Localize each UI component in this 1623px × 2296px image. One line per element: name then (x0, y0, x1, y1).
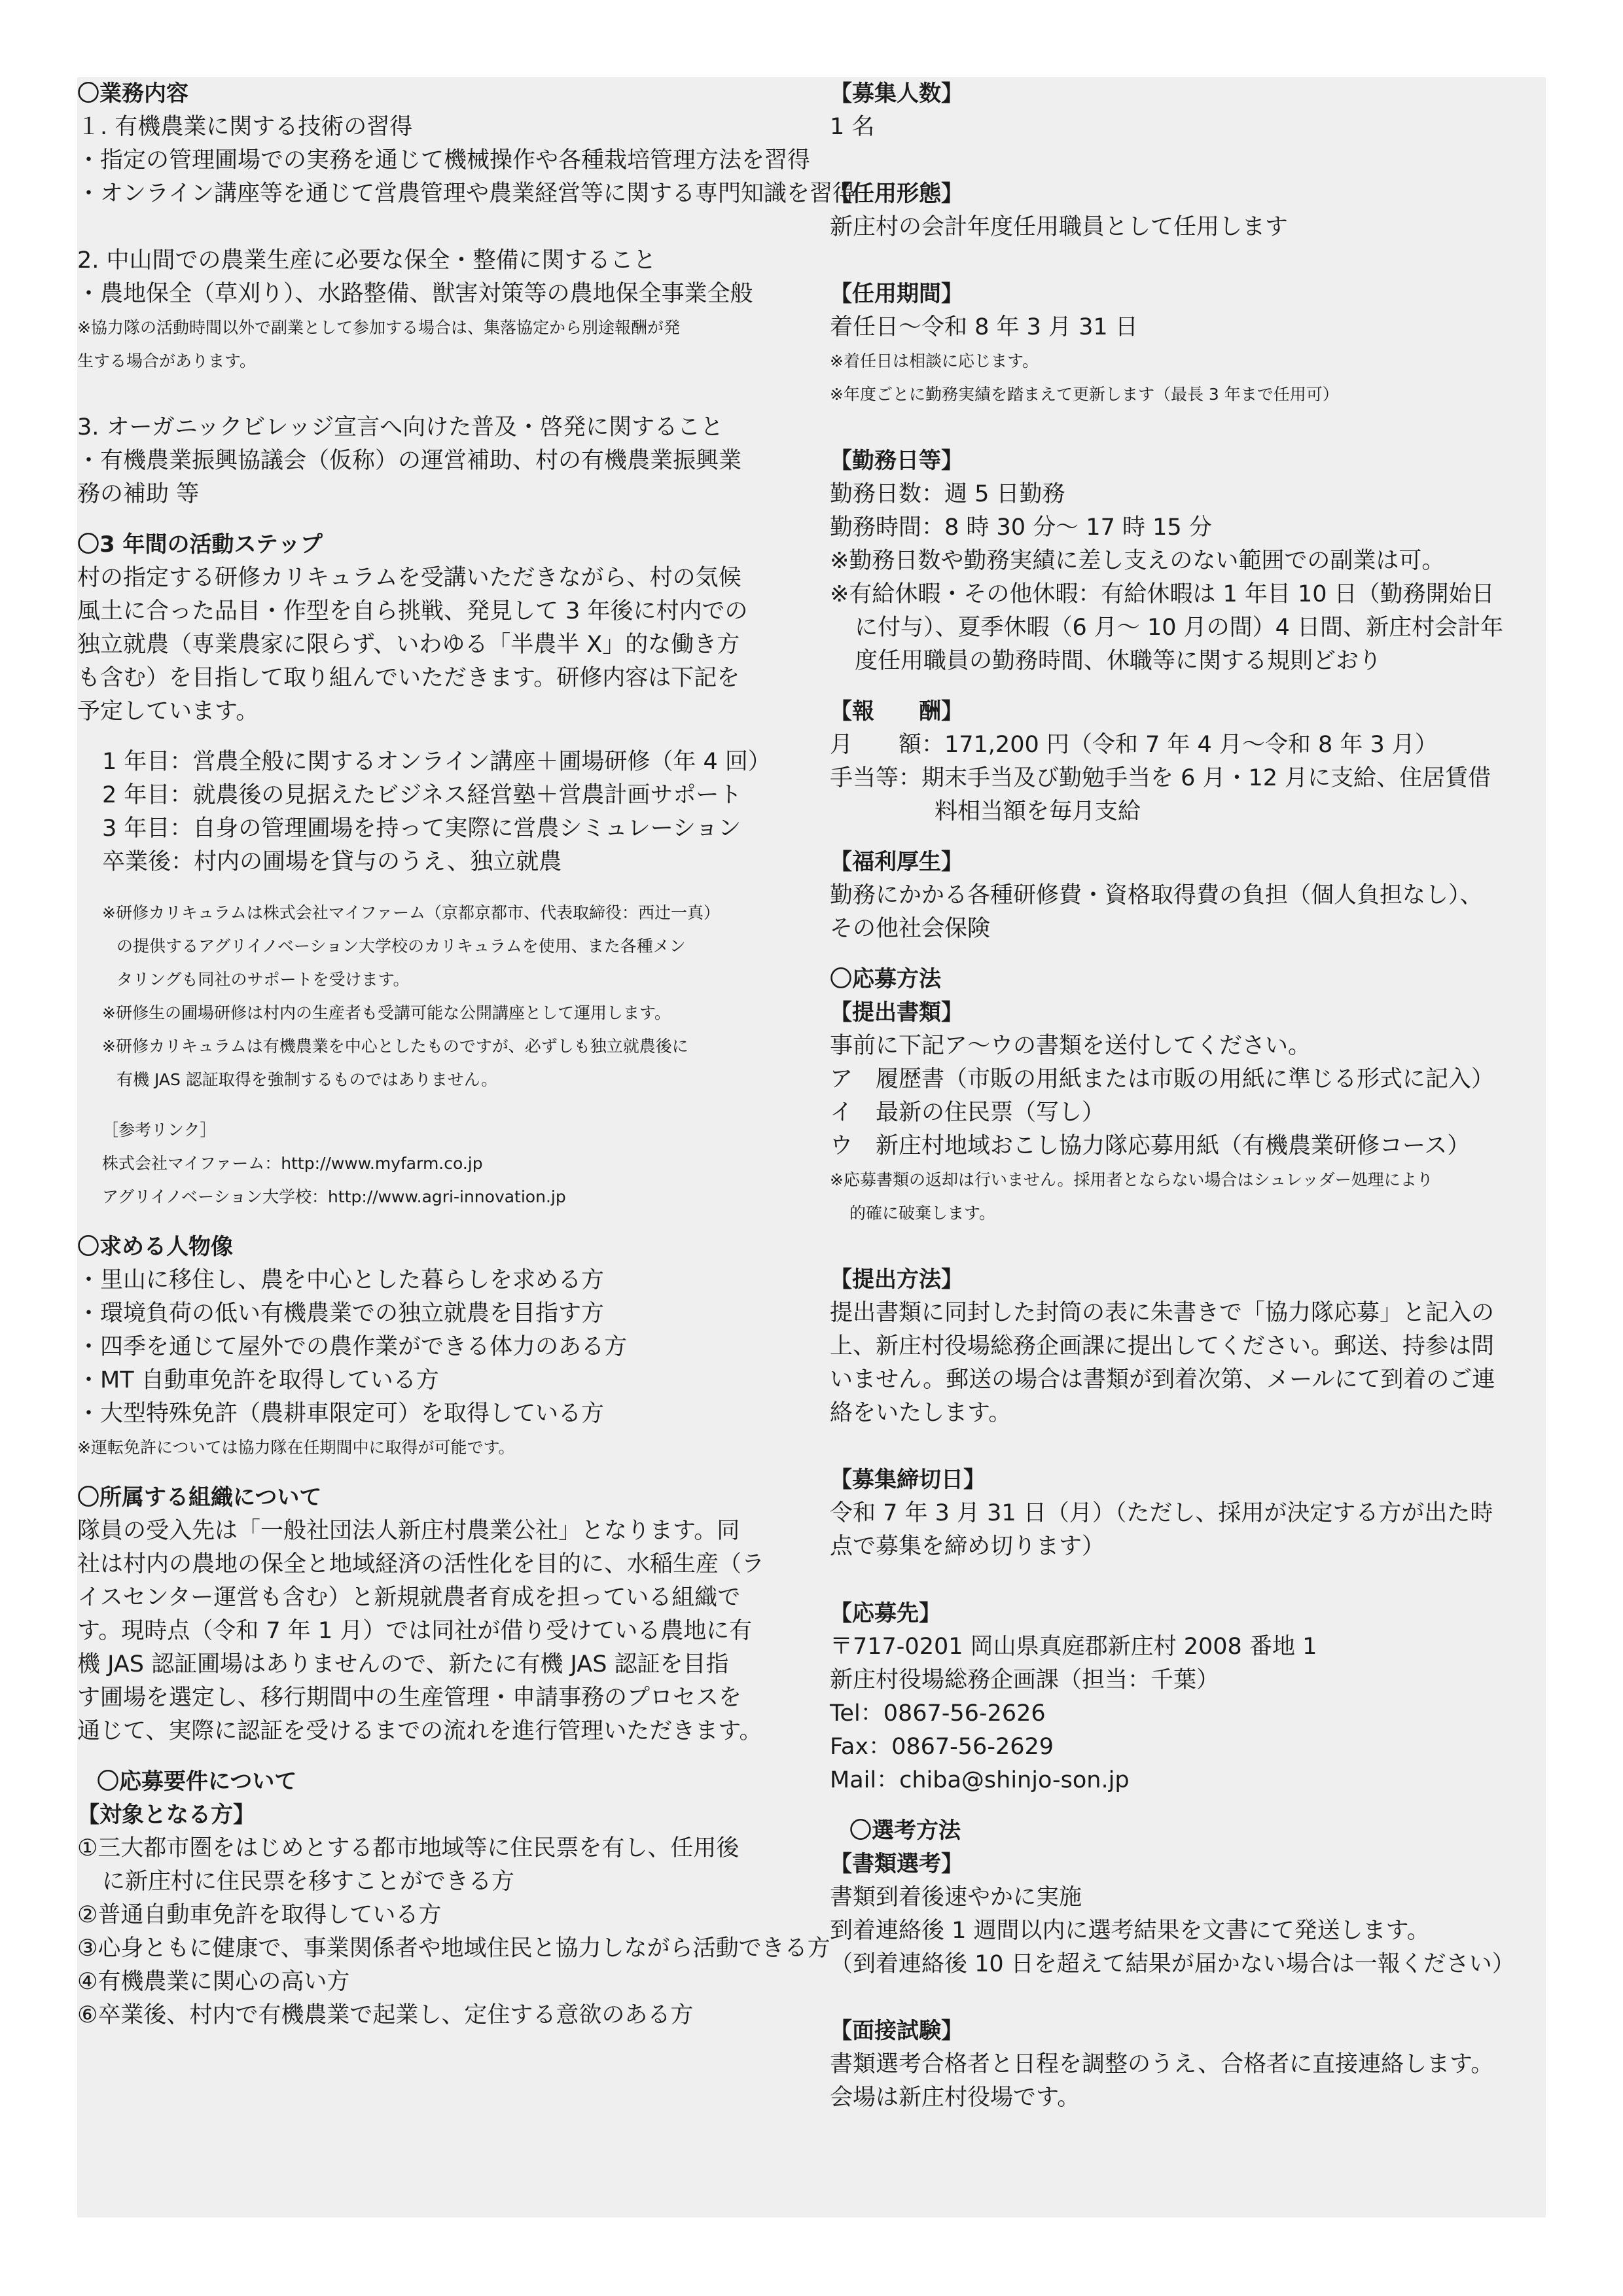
selection-heading: 〇選考方法 (849, 1818, 961, 1844)
doc-selection-heading: 【書類選考】 (830, 1851, 963, 1877)
requirements-heading: 〇応募要件について (97, 1768, 297, 1795)
org-body-line: 機 JAS 認証圃場はありませんので、新たに有機 JAS 認証を目指 (77, 1651, 729, 1677)
requirement-line: ②普通自動車免許を取得している方 (77, 1902, 442, 1928)
method-line: 提出書類に同封した封筒の表に朱書きで「協力隊応募」と記入の (830, 1300, 1495, 1326)
requirement-line: に新庄村に住民票を移すことができる方 (102, 1869, 515, 1895)
method-heading: 【提出方法】 (830, 1266, 963, 1293)
business-sub3-line: 務の補助 等 (77, 481, 200, 507)
interview-line: 書類選考合格者と日程を調整のうえ、合格者に直接連絡します。 (830, 2051, 1494, 2077)
persona-line: ・大型特殊免許（農耕車限定可）を取得している方 (77, 1401, 605, 1427)
business-line: ・オンライン講座等を通じて営農管理や農業経営等に関する専門知識を習得 (77, 181, 855, 207)
persona-note: ※運転免許については協力隊在任期間中に取得が可能です。 (77, 1438, 515, 1457)
term-heading: 【任用期間】 (830, 281, 963, 307)
steps-note: タリングも同社のサポートを受けます。 (116, 970, 410, 989)
persona-line: ・四季を通じて屋外での農作業ができる体力のある方 (77, 1334, 628, 1360)
method-line: 絡をいたします。 (830, 1400, 1012, 1426)
steps-note: の提供するアグリイノベーション大学校のカリキュラムを使用、また各種メン (116, 937, 686, 956)
document-sheet (77, 77, 1546, 2217)
business-line: １. 有機農業に関する技術の習得 (77, 114, 413, 140)
requirements-subheading: 【対象となる方】 (77, 1802, 255, 1828)
deadline-heading: 【募集締切日】 (830, 1467, 986, 1493)
steps-body-line: 予定しています。 (77, 698, 259, 725)
work-line: 度任用職員の勤務時間、休職等に関する規則どおり (855, 648, 1382, 674)
work-line: 勤務時間：8 時 30 分〜 17 時 15 分 (830, 514, 1212, 541)
myfarm-link[interactable]: 株式会社マイファーム：http://www.myfarm.co.jp (102, 1154, 483, 1173)
welfare-line: その他社会保険 (830, 916, 991, 942)
recruit-count-value: 1 名 (830, 114, 875, 140)
doc-selection-line: （到着連絡後 10 日を超えて結果が届かない場合は一報ください） (830, 1951, 1515, 1977)
method-line: いません。郵送の場合は書類が到着次第、メールにて到着のご連 (830, 1367, 1495, 1393)
interview-heading: 【面接試験】 (830, 2018, 963, 2044)
work-line: ※有給休暇・その他休暇：有給休暇は 1 年目 10 日（勤務開始日 (830, 581, 1495, 607)
requirement-line: ③心身ともに健康で、事業関係者や地域住民と協力しながら活動できる方 (77, 1935, 830, 1962)
welfare-line: 勤務にかかる各種研修費・資格取得費の負担（個人負担なし）、 (830, 882, 1483, 908)
reference-links-label: ［参考リンク］ (102, 1121, 217, 1139)
contact-mail[interactable]: Mail：chiba@shinjo-son.jp (830, 1767, 1130, 1793)
docs-note: ※応募書類の返却は行いません。採用者とならない場合はシュレッダー処理により (830, 1170, 1433, 1189)
steps-year-line: 1 年目：営農全般に関するオンライン講座＋圃場研修（年 4 回） (102, 749, 771, 775)
steps-year-line: 卒業後：村内の圃場を貸与のうえ、独立就農 (102, 849, 562, 875)
persona-line: ・里山に移住し、農を中心とした暮らしを求める方 (77, 1267, 605, 1293)
docs-note: 的確に破棄します。 (849, 1204, 996, 1223)
contact-tel[interactable]: Tel：0867-56-2626 (830, 1700, 1046, 1727)
work-line: ※勤務日数や勤務実績に差し支えのない範囲での副業は可。 (830, 548, 1445, 574)
steps-heading: 〇3 年間の活動ステップ (77, 531, 323, 558)
salary-line: 手当等：期末手当及び勤勉手当を 6 月・12 月に支給、住居賃借 (830, 765, 1491, 791)
work-line: 勤務日数：週 5 日勤務 (830, 481, 1065, 507)
apply-heading: 〇応募方法 (830, 966, 941, 992)
work-heading: 【勤務日等】 (830, 448, 963, 474)
doc-selection-line: 書類到着後速やかに実施 (830, 1884, 1082, 1910)
term-value: 着任日〜令和 8 年 3 月 31 日 (830, 314, 1138, 340)
contact-heading: 【応募先】 (830, 1600, 941, 1626)
steps-year-line: 3 年目：自身の管理圃場を持って実際に営農シミュレーション (102, 816, 741, 842)
org-body-line: す圃場を選定し、移行期間中の生産管理・申請事務のプロセスを (77, 1685, 742, 1711)
deadline-line: 点で募集を締め切ります） (830, 1534, 1105, 1560)
contact-fax: Fax：0867-56-2629 (830, 1734, 1054, 1760)
method-line: 上、新庄村役場総務企画課に提出してください。郵送、持参は問 (830, 1333, 1495, 1359)
docs-line: ウ 新庄村地域おこし協力隊応募用紙（有機農業研修コース） (830, 1133, 1471, 1159)
doc-selection-line: 到着連絡後 1 週間以内に選考結果を文書にて発送します。 (830, 1918, 1430, 1944)
org-body-line: 社は村内の農地の保全と地域経済の活性化を目的に、水稲生産（ラ (77, 1551, 765, 1577)
steps-note: ※研修カリキュラムは有機農業を中心としたものですが、必ずしも独立就農後に (102, 1037, 688, 1056)
org-body-line: 隊員の受入先は「一般社団法人新庄村農業公社」となります。同 (77, 1518, 740, 1544)
steps-body-line: も含む）を目指して取り組んでいただきます。研修内容は下記を (77, 665, 740, 691)
docs-line: イ 最新の住民票（写し） (830, 1100, 1105, 1126)
business-note: ※協力隊の活動時間以外で副業として参加する場合は、集落協定から別途報酬が発 (77, 318, 680, 337)
docs-line: 事前に下記ア〜ウの書類を送付してください。 (830, 1033, 1311, 1059)
docs-heading: 【提出書類】 (830, 999, 963, 1026)
business-sub2-line: ・農地保全（草刈り）、水路整備、獣害対策等の農地保全事業全般 (77, 281, 753, 307)
contact-office: 新庄村役場総務企画課（担当：千葉） (830, 1667, 1220, 1693)
contact-address: 〒717-0201 岡山県真庭郡新庄村 2008 番地 1 (830, 1634, 1317, 1660)
salary-heading: 【報 酬】 (830, 698, 963, 725)
welfare-heading: 【福利厚生】 (830, 849, 963, 875)
deadline-line: 令和 7 年 3 月 31 日（月）（ただし、採用が決定する方が出た時 (830, 1500, 1493, 1526)
salary-line: 月 額：171,200 円（令和 7 年 4 月〜令和 8 年 3 月） (830, 732, 1438, 758)
agri-innovation-link[interactable]: アグリイノベーション大学校：http://www.agri-innovation.jp (102, 1187, 566, 1206)
persona-line: ・MT 自動車免許を取得している方 (77, 1367, 439, 1393)
persona-line: ・環境負荷の低い有機農業での独立就農を目指す方 (77, 1300, 605, 1327)
org-body-line: す。現時点（令和 7 年 1 月）では同社が借り受けている農地に有 (77, 1618, 753, 1644)
org-body-line: イスセンター運営も含む）と新規就農者育成を担っている組織で (77, 1585, 741, 1611)
steps-note: 有機 JAS 認証取得を強制するものではありません。 (116, 1070, 498, 1089)
business-heading: 〇業務内容 (77, 81, 188, 107)
requirement-line: ④有機農業に関心の高い方 (77, 1969, 350, 1995)
right-column (830, 77, 1537, 2115)
business-sub3-line: ・有機農業振興協議会（仮称）の運営補助、村の有機農業振興業 (77, 448, 742, 474)
business-note: 生する場合があります。 (77, 351, 257, 370)
persona-heading: 〇求める人物像 (77, 1234, 233, 1260)
business-sub2-line: 2. 中山間での農業生産に必要な保全・整備に関すること (77, 247, 656, 274)
business-sub3-line: 3. オーガニックビレッジ宣言へ向けた普及・啓発に関すること (77, 414, 724, 440)
salary-line: 料相当額を毎月支給 (935, 798, 1141, 825)
employment-type-heading: 【任用形態】 (830, 181, 963, 207)
term-note: ※年度ごとに勤務実績を踏まえて更新します（最長 3 年まで任用可） (830, 385, 1339, 404)
requirement-line: ①三大都市圏をはじめとする都市地域等に住民票を有し、任用後 (77, 1835, 740, 1861)
steps-body-line: 風土に合った品目・作型を自ら挑戦、発見して 3 年後に村内での (77, 598, 748, 624)
steps-note: ※研修生の圃場研修は村内の生産者も受講可能な公開講座として運用します。 (102, 1003, 671, 1022)
steps-body-line: 村の指定する研修カリキュラムを受講いただきながら、村の気候 (77, 565, 741, 591)
term-note: ※着任日は相談に応じます。 (830, 351, 1039, 370)
org-body-line: 通じて、実際に認証を受けるまでの流れを進行管理いただきます。 (77, 1718, 762, 1744)
interview-line: 会場は新庄村役場です。 (830, 2085, 1080, 2111)
docs-line: ア 履歴書（市販の用紙または市販の用紙に準じる形式に記入） (830, 1066, 1495, 1092)
org-heading: 〇所属する組織について (77, 1484, 322, 1511)
work-line: に付与）、夏季休暇（6 月〜 10 月の間）4 日間、新庄村会計年 (855, 615, 1504, 641)
recruit-count-heading: 【募集人数】 (830, 81, 963, 107)
requirement-line: ⑥卒業後、村内で有機農業で起業し、定住する意欲のある方 (77, 2002, 694, 2028)
steps-year-line: 2 年目：就農後の見据えたビジネス経営塾＋営農計画サポート (102, 782, 742, 808)
steps-body-line: 独立就農（専業農家に限らず、いわゆる「半農半 X」的な働き方 (77, 632, 740, 658)
steps-note: ※研修カリキュラムは株式会社マイファーム（京都京都市、代表取締役：西辻一真） (102, 903, 720, 922)
employment-type-value: 新庄村の会計年度任用職員として任用します (830, 214, 1289, 240)
business-line: ・指定の管理圃場での実務を通じて機械操作や各種栽培管理方法を習得 (77, 147, 811, 173)
